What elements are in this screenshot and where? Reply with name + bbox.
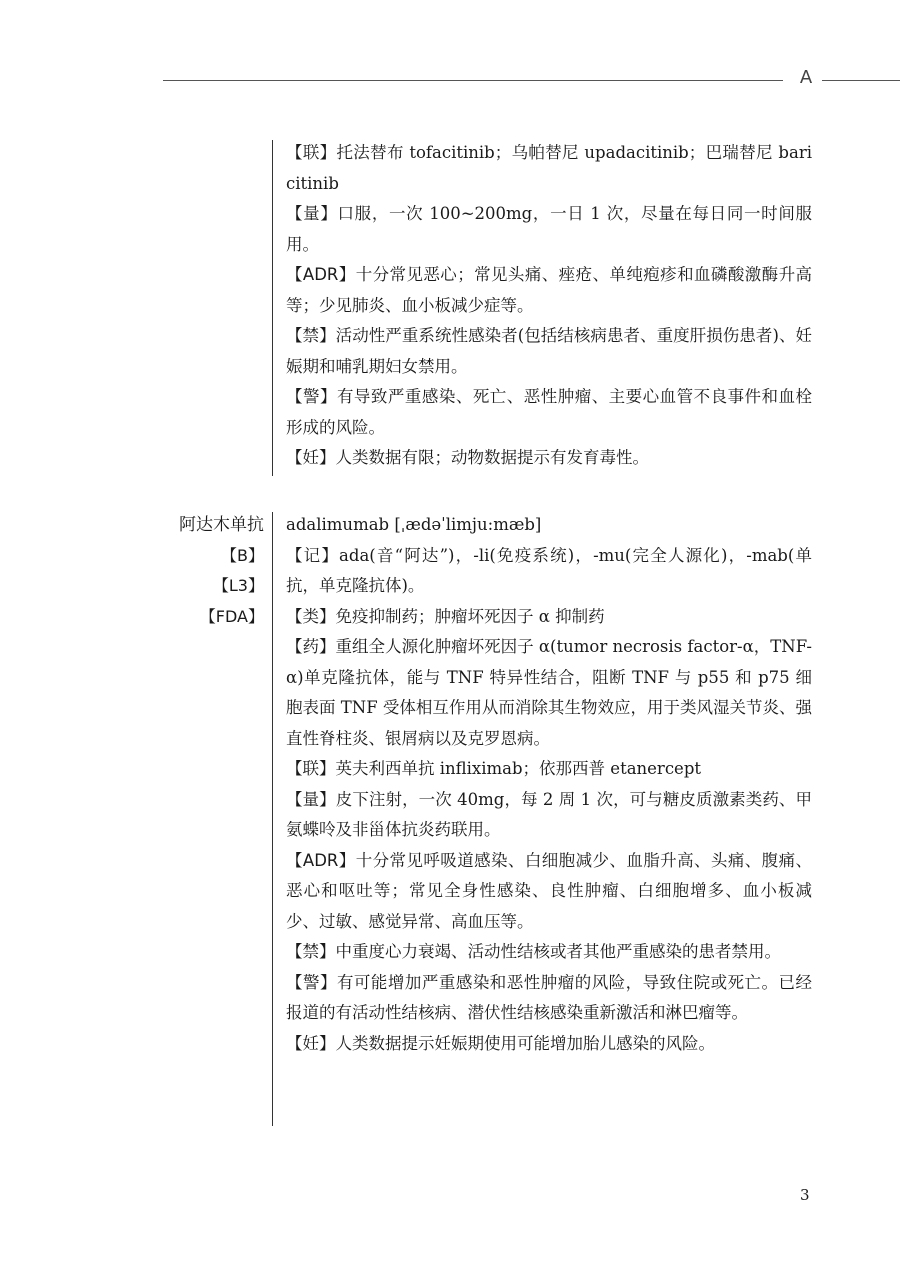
entry-warning (286, 968, 812, 1029)
entry-text: 人类数据有限；动物数据提示有发育毒性。 (335, 448, 649, 467)
label-fda: 【FDA】 (199, 606, 264, 626)
entry-contraindication (286, 937, 812, 968)
entry-body (286, 510, 812, 1059)
prev-entry-dosage (286, 199, 812, 260)
entry-text: 中重度心力衰竭、活动性结核或者其他严重感染的患者禁用。 (335, 942, 781, 961)
entry-tag: 【禁】 (286, 326, 336, 345)
entry-tag: 【妊】 (286, 448, 336, 467)
entry-tag: 【ADR】 (286, 850, 356, 870)
entry-text: 有导致严重感染、死亡、恶性肿瘤、主要心血管不良事件和血栓形成的风险。 (286, 387, 813, 437)
prev-entry-adr (286, 260, 812, 321)
entry-text: 人类数据提示妊娠期使用可能增加胎儿感染的风险。 (335, 1033, 715, 1053)
entry-text: 活动性严重系统性感染者(包括结核病患者、重度肝损伤患者)、妊娠期和哺乳期妇女禁用。 (286, 326, 813, 376)
entry-adr (286, 846, 812, 938)
entry-tag: 【记】 (286, 545, 340, 565)
entry-tag: 【联】 (286, 143, 337, 162)
entry-pharmacology (286, 632, 812, 754)
prev-entry-combination (286, 138, 812, 199)
header-rule-right (822, 80, 900, 81)
entry-tag: 【量】 (286, 789, 336, 809)
entry-text: 有可能增加严重感染和恶性肿瘤的风险，导致住院或死亡。已经报道的有活动性结核病、潜伏性结核感染重新激活和淋巴瘤等。 (286, 972, 813, 1022)
entry-text: 免疫抑制药；肿瘤坏死因子 α 抑制药 (335, 606, 605, 626)
drug-name: 阿达木单抗 (179, 515, 264, 535)
entry-tag: 【类】 (286, 606, 336, 626)
entry-text: 英夫利西单抗 infliximab；依那西普 etanercept (335, 759, 702, 778)
prev-entry-divider (272, 140, 273, 476)
prev-entry-pregnancy (286, 443, 812, 474)
entry-tag: 【警】 (286, 972, 337, 992)
section-letter: A (799, 67, 813, 88)
label-l3: 【L3】 (212, 576, 264, 595)
entry-tag: 【禁】 (286, 942, 336, 961)
entry-tag: 【警】 (286, 387, 337, 406)
prev-entry-contraindication (286, 321, 812, 382)
entry-text: ada(音“阿达”)，-li(免疫系统)，-mu(完全人源化)，-mab(单抗，单克隆抗体)。 (286, 545, 812, 595)
entry-text: 十分常见恶心；常见头痛、痤疮、单纯疱疹和血磷酸激酶升高等；少见肺炎、血小板减少症等。 (286, 265, 812, 315)
entry-text: 托法替布 tofacitinib；乌帕替尼 upadacitinib；巴瑞替尼 baricitinib (286, 143, 812, 193)
header-rule-left (163, 80, 783, 81)
page-number: 3 (800, 1186, 810, 1204)
entry-pregnancy (286, 1029, 812, 1060)
entry-tag: 【药】 (286, 637, 336, 656)
entry-tag: 【联】 (286, 759, 336, 778)
entry-text: 皮下注射，一次 40mg，每 2 周 1 次，可与糖皮质激素类药、甲氨蝶呤及非甾体抗炎药联用。 (286, 789, 812, 839)
entry-text: 重组全人源化肿瘤坏死因子 α(tumor necrosis factor-α，TNF-α)单克隆抗体，能与 TNF 特异性结合，阻断 TNF 与 p55 和 p75 细胞表面 TNF 受体相互作用从而消除其生物效应，用于类风湿关节炎、强直性脊柱炎、银屑病以及克罗恩病。 (286, 637, 812, 748)
entry-text: 口服，一次 100~200mg，一日 1 次，尽量在每日同一时间服用。 (286, 204, 812, 254)
entry-class (286, 602, 812, 633)
entry-dosage (286, 785, 812, 846)
entry-tag: 【妊】 (286, 1033, 336, 1053)
label-b: 【B】 (221, 545, 264, 565)
english-name: adalimumab [ˌædəˈlimju:mæb] (286, 515, 542, 534)
entry-etymology (286, 541, 812, 602)
entry-combination (286, 754, 812, 785)
entry-tag: 【量】 (286, 204, 338, 223)
entry-text: 十分常见呼吸道感染、白细胞减少、血脂升高、头痛、腹痛、恶心和呕吐等；常见全身性感染、良性肿瘤、白细胞增多、血小板减少、过敏、感觉异常、高血压等。 (286, 850, 812, 931)
prev-entry-body (286, 138, 812, 474)
entry-tag: 【ADR】 (286, 265, 356, 284)
prev-entry-warning (286, 382, 812, 443)
entry-divider (272, 512, 273, 1126)
